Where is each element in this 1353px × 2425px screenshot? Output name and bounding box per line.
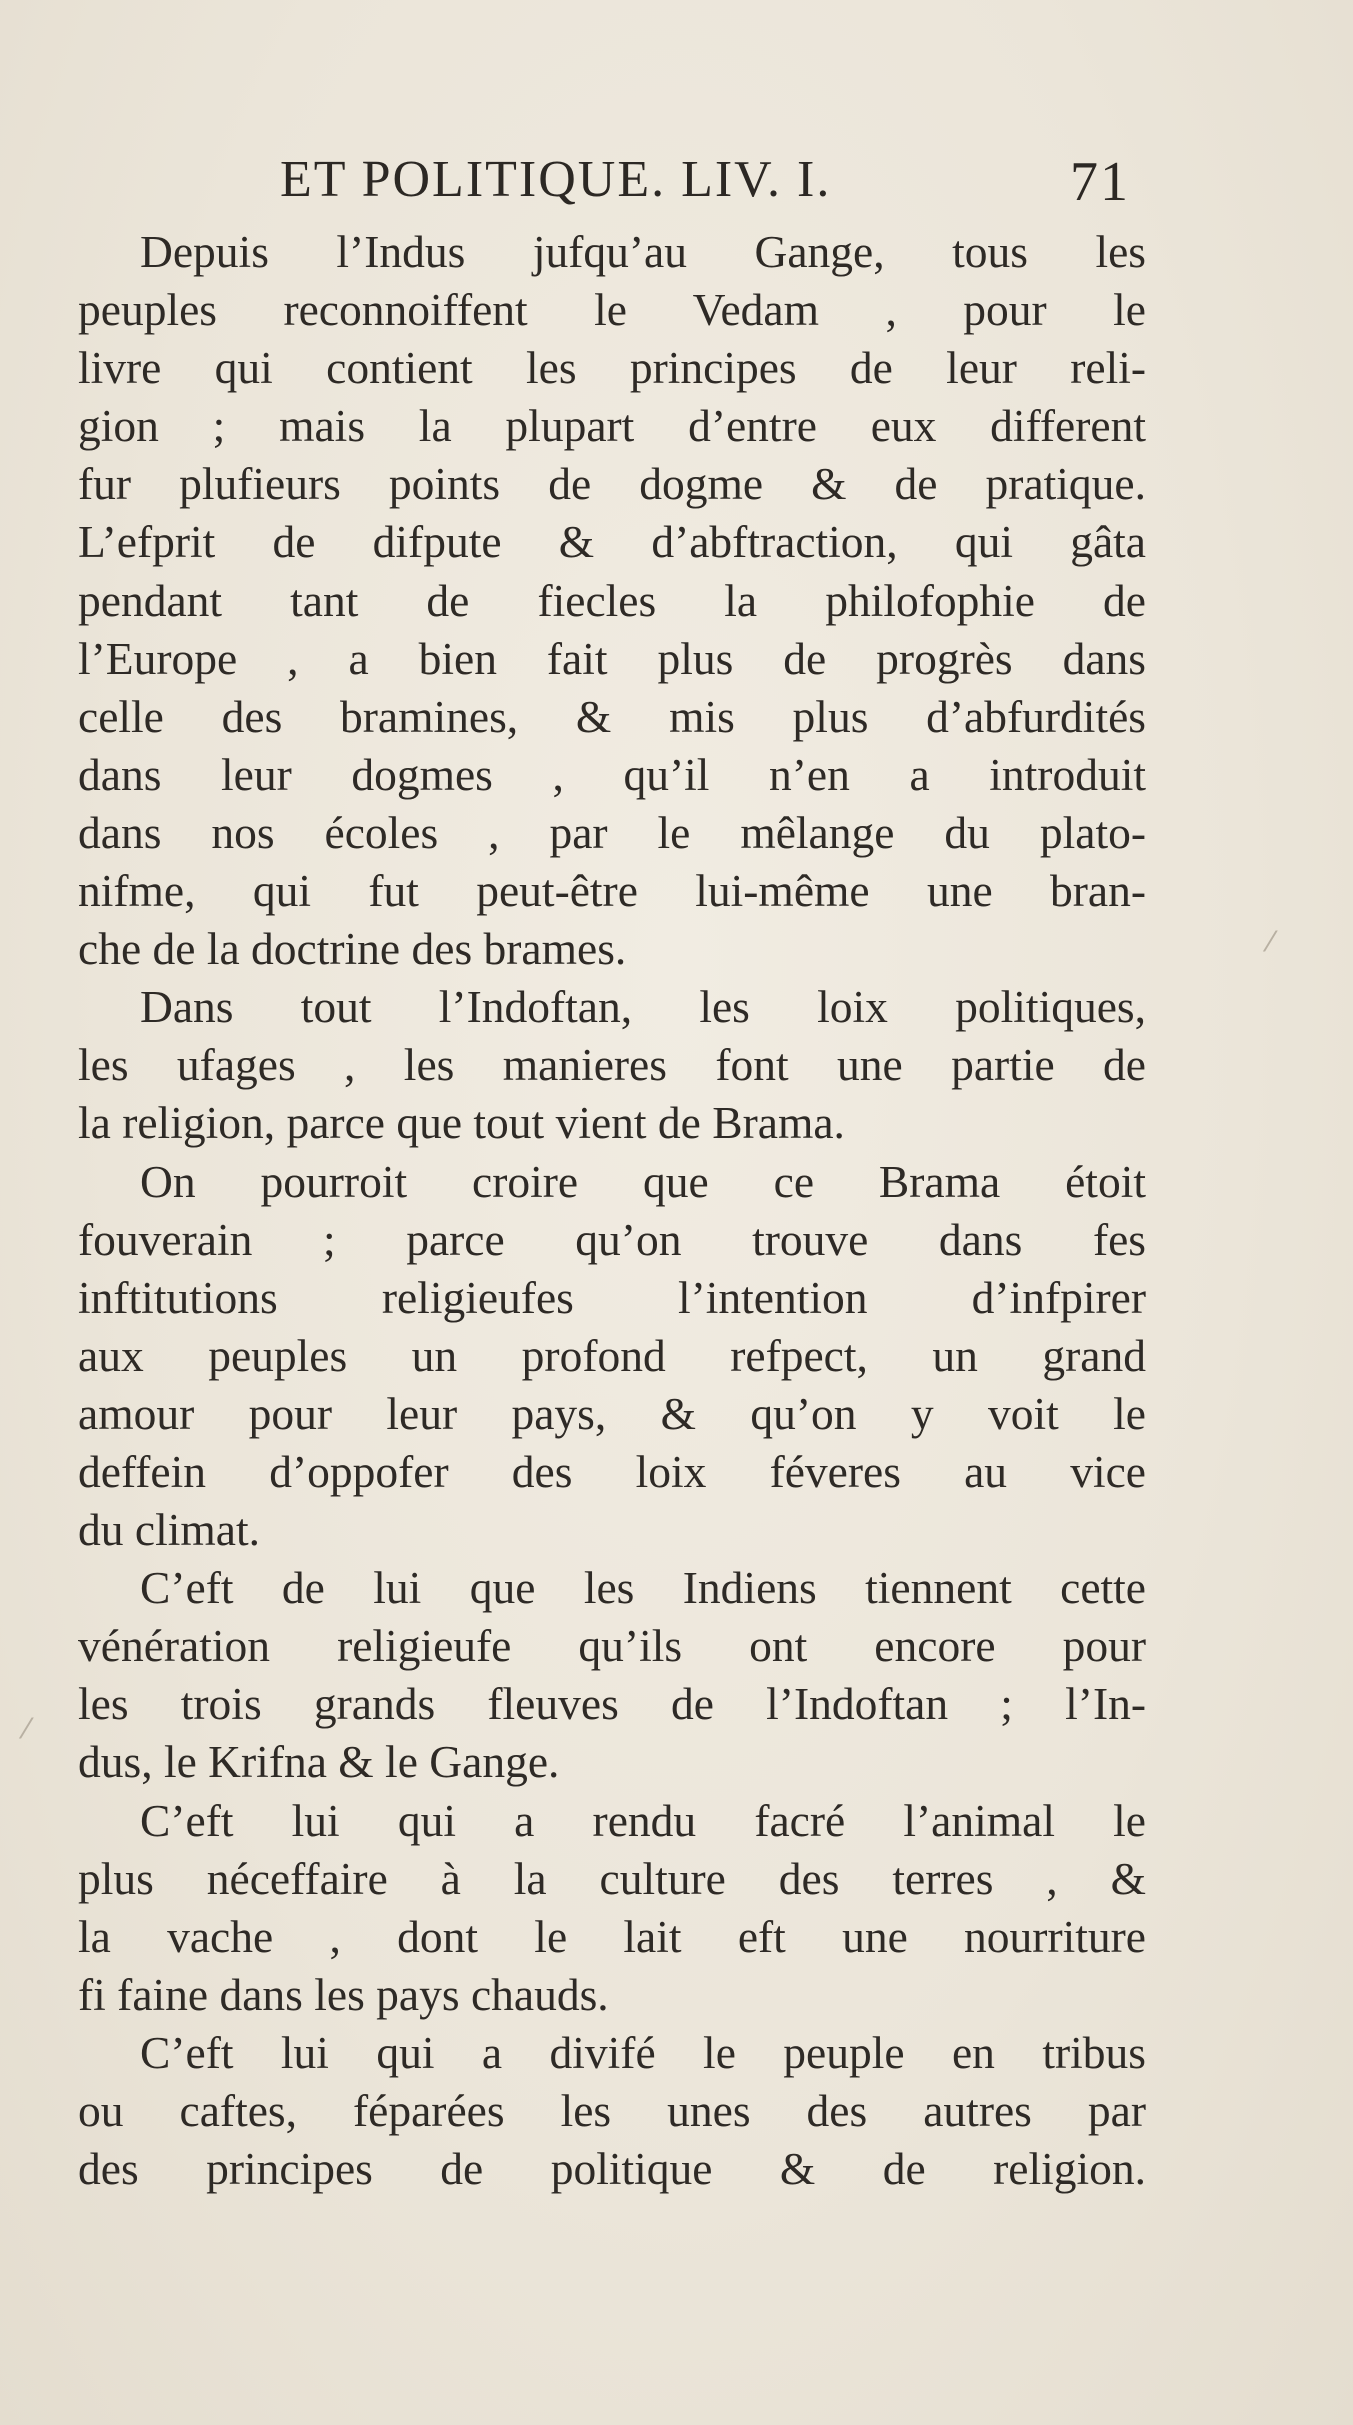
body-text [78, 223, 1146, 2198]
text-line: celle des bramines, & mis plus d’abfurdités [78, 690, 1146, 742]
text-line: gion ; mais la plupart d’entre eux different [78, 400, 1146, 452]
running-head [280, 150, 1130, 220]
paragraph-1 [78, 223, 1146, 978]
text-line: fur plufieurs points de dogme & de pratique. [78, 458, 1146, 510]
paragraph-6 [78, 2024, 1146, 2198]
text-line: les ufages , les manieres font une partie de [78, 1039, 1146, 1091]
text-line: C’eft lui qui a divifé le peuple en tribus [140, 2026, 1146, 2078]
text-line: Depuis l’Indus jufqu’au Gange, tous les [140, 226, 1146, 277]
text-line: deffein d’oppofer des loix féveres au vice [78, 1445, 1146, 1497]
text-line: peuples reconnoiffent le Vedam , pour le [78, 284, 1146, 336]
paragraph-2 [78, 978, 1146, 1152]
text-line: inftitutions religieufes l’intention d’infpirer [78, 1271, 1146, 1323]
text-line: les trois grands fleuves de l’Indoftan ; l’In- [78, 1678, 1146, 1730]
text-line: nifme, qui fut peut-être lui-même une bran- [78, 865, 1146, 917]
text-line: amour pour leur pays, & qu’on y voit le [78, 1387, 1146, 1439]
text-line: che de la doctrine des brames. [78, 923, 627, 975]
text-line: fouverain ; parce qu’on trouve dans fes [78, 1213, 1146, 1265]
text-line: du climat. [78, 1504, 260, 1556]
text-line: plus néceffaire à la culture des terres , & [78, 1852, 1146, 1904]
paragraph-4 [78, 1559, 1146, 1791]
text-line: L’efprit de difpute & d’abftraction, qui gâta [78, 516, 1146, 568]
text-line: livre qui contient les principes de leur reli- [78, 342, 1146, 394]
text-line: C’eft lui qui a rendu facré l’animal le [140, 1794, 1146, 1846]
text-line: dus, le Krifna & le Gange. [78, 1736, 560, 1788]
margin-mark: ⁄ [24, 1712, 29, 1745]
text-line: dans leur dogmes , qu’il n’en a introduit [78, 748, 1146, 800]
paragraph-3 [78, 1153, 1146, 1560]
text-line: Dans tout l’Indoftan, les loix politiques, [140, 981, 1146, 1033]
text-line: aux peuples un profond refpect, un grand [78, 1329, 1146, 1381]
page-number: 71 [1070, 151, 1130, 213]
text-line: vénération religieufe qu’ils ont encore pour [78, 1620, 1146, 1672]
text-line: pendant tant de fiecles la philofophie de [78, 574, 1146, 626]
paragraph-5 [78, 1792, 1146, 2024]
text-line: C’eft de lui que les Indiens tiennent cette [140, 1562, 1146, 1614]
text-line: ou caftes, féparées les unes des autres par [78, 2085, 1146, 2136]
text-line: fi faine dans les pays chauds. [78, 1968, 609, 2020]
text-line: la religion, parce que tout vient de Brama. [78, 1097, 845, 1149]
text-line: des principes de politique & de religion. [78, 2143, 1146, 2195]
text-line: la vache , dont le lait eft une nourriture [78, 1910, 1146, 1962]
text-line: l’Europe , a bien fait plus de progrès dans [78, 632, 1146, 684]
running-head-title: ET POLITIQUE. LIV. I. [280, 151, 832, 208]
margin-mark: ⁄ [1268, 925, 1273, 958]
text-line: On pourroit croire que ce Brama étoit [140, 1155, 1146, 1207]
text-line: dans nos écoles , par le mêlange du plato- [78, 806, 1146, 858]
